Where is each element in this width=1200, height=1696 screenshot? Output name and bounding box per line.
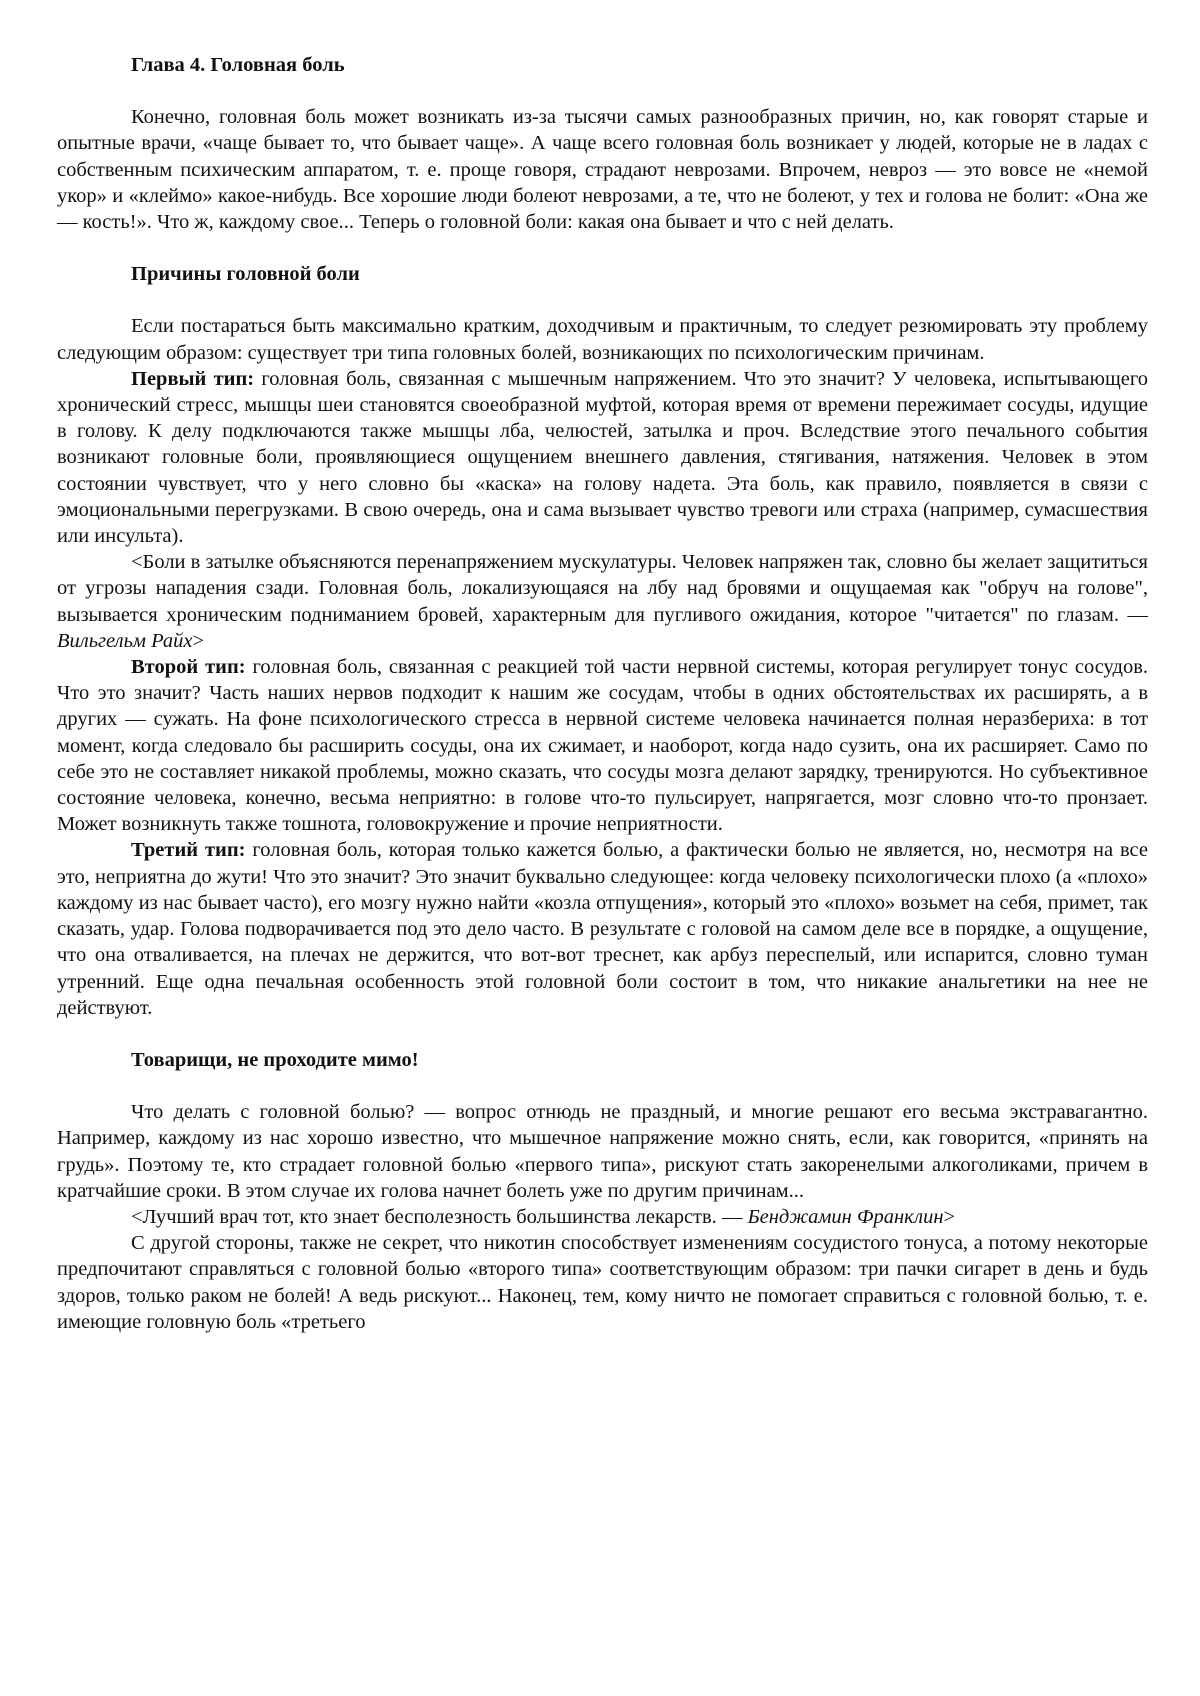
type1-label: Первый тип: bbox=[131, 367, 255, 390]
causes-intro-paragraph: Если постараться быть максимально кратким, доходчивым и практичным, то следует резюмировать эту проблему следующим образом: существует три типа головных болей, возникающих по психологическим причинам. bbox=[57, 315, 1148, 364]
nicotine-paragraph: С другой стороны, также не секрет, что никотин способствует изменениям сосудистого тонуса, а потому некоторые предпочитают справляться с головной болью «второго типа» соответствующим образом: три пачки сигарет в день и будь здоров, только раком не болей! А ведь рискуют... Наконец, тем, кому ничто не помогает справиться с головной болью, т. е. имеющие головную боль «третьего bbox=[57, 1232, 1148, 1333]
reich-quote-text: <Боли в затылке объясняются перенапряжением мускулатуры. Человек напряжен так, словно бы желает защититься от угрозы нападения сзади. Головная боль, локализующаяся на лбу над бровями и ощущаемая как "обруч на голове", вызывается хроническим подниманием бровей, характерным для пугливого ожидания, которое "читается" по глазам. — bbox=[57, 551, 1148, 626]
type3-label: Третий тип: bbox=[131, 839, 246, 862]
franklin-quote-author: Бенджамин Франклин bbox=[747, 1205, 944, 1228]
type3-text: головная боль, которая только кажется болью, а фактически болью не является, но, несмотря на все это, неприятна до жути! Что это значит? Это значит буквально следующее: когда человеку психологически плохо (а «плохо» каждому из нас бывает часто), его мозгу нужно найти «козла отпущения», который это «плохо» возьмет на себя, примет, так сказать, удар. Голова подворачивается под это дело часто. В результате с головой на самом деле все в порядке, а ощущение, что она отваливается, на плечах не держится, что вот-вот треснет, как арбуз переспелый, или испарится, словно туман утренний. Еще одна печальная особенность этой головной боли состоит в том, что никакие анальгетики на нее не действуют. bbox=[57, 839, 1148, 1019]
franklin-quote-paragraph bbox=[57, 1204, 1148, 1230]
reich-quote-author: Вильгельм Райх bbox=[57, 629, 193, 652]
type1-text: головная боль, связанная с мышечным напряжением. Что это значит? У человека, испытывающего хронический стресс, мышцы шеи становятся своеобразной муфтой, которая время от времени пережимает сосуды, идущие в голову. К делу подключаются также мышцы лба, челюстей, затылка и проч. Вследствие этого печального события возникают головные боли, проявляющиеся ощущением внешнего давления, стягивания, натяжения. Человек в этом состоянии чувствует, что у него словно бы «каска» на голову надета. Эта боль, как правило, появляется в связи с эмоциональными перегрузками. В свою очередь, она и сама вызывает чувство тревоги или страха (например, сумасшествия или инсульта). bbox=[57, 367, 1148, 548]
franklin-quote-close: > bbox=[943, 1205, 956, 1228]
what-to-do-paragraph: Что делать с головной болью? — вопрос отнюдь не праздный, и многие решают его весьма экстравагантно. Например, каждому из нас хорошо известно, что мышечное напряжение можно снять, если, как говорится, «принять на грудь». Поэтому те, кто страдает головной болью «первого типа», рискуют стать закоренелыми алкоголиками, причем в кратчайшие сроки. В этом случае их голова начнет болеть уже по другим причинам... bbox=[57, 1101, 1148, 1202]
reich-quote-paragraph bbox=[57, 549, 1148, 654]
reich-quote-close: > bbox=[192, 629, 205, 652]
chapter-title: Глава 4. Головная боль bbox=[131, 54, 345, 76]
type2-label: Второй тип: bbox=[131, 656, 246, 679]
franklin-quote-text: <Лучший врач тот, кто знает бесполезность большинства лекарств. — bbox=[131, 1205, 748, 1228]
section-heading-comrades: Товарищи, не проходите мимо! bbox=[131, 1048, 419, 1071]
intro-paragraph: Конечно, головная боль может возникать из-за тысячи самых разнообразных причин, но, как говорят старые и опытные врачи, «чаще бывает то, что бывает чаще». А чаще всего головная боль возникает у людей, которые не в ладах с собственным психическим аппаратом, т. е. проще говоря, страдают неврозами. Впрочем, невроз — это вовсе не «немой укор» и «клеймо» какое-нибудь. Все хорошие люди болеют неврозами, а те, что не болеют, у тех и голова не болит: «Она же — кость!». Что ж, каждому свое... Теперь о головной боли: какая она бывает и что с ней делать. bbox=[57, 106, 1148, 234]
type2-text: головная боль, связанная с реакцией той части нервной системы, которая регулирует тонус сосудов. Что это значит? Часть наших нервов подходит к нашим же сосудам, чтобы в одних обстоятельствах их расширять, а в других — сужать. На фоне психологического стресса в нервной системе человека начинается полная неразбериха: в тот момент, когда следовало бы расширить сосуды, она их сжимает, и наоборот, когда надо сузить, она их расширяет. Само по себе это не составляет никакой проблемы, можно сказать, что сосуды мозга делают зарядку, тренируются. Но субъективное состояние человека, конечно, весьма неприятно: в голове что-то пульсирует, напрягается, мозг словно что-то пронзает. Может возникнуть также тошнота, головокружение и прочие неприятности. bbox=[57, 656, 1148, 836]
type3-paragraph bbox=[57, 837, 1148, 1020]
type1-paragraph bbox=[57, 366, 1148, 549]
section-heading-causes: Причины головной боли bbox=[131, 263, 360, 286]
type2-paragraph bbox=[57, 654, 1148, 837]
